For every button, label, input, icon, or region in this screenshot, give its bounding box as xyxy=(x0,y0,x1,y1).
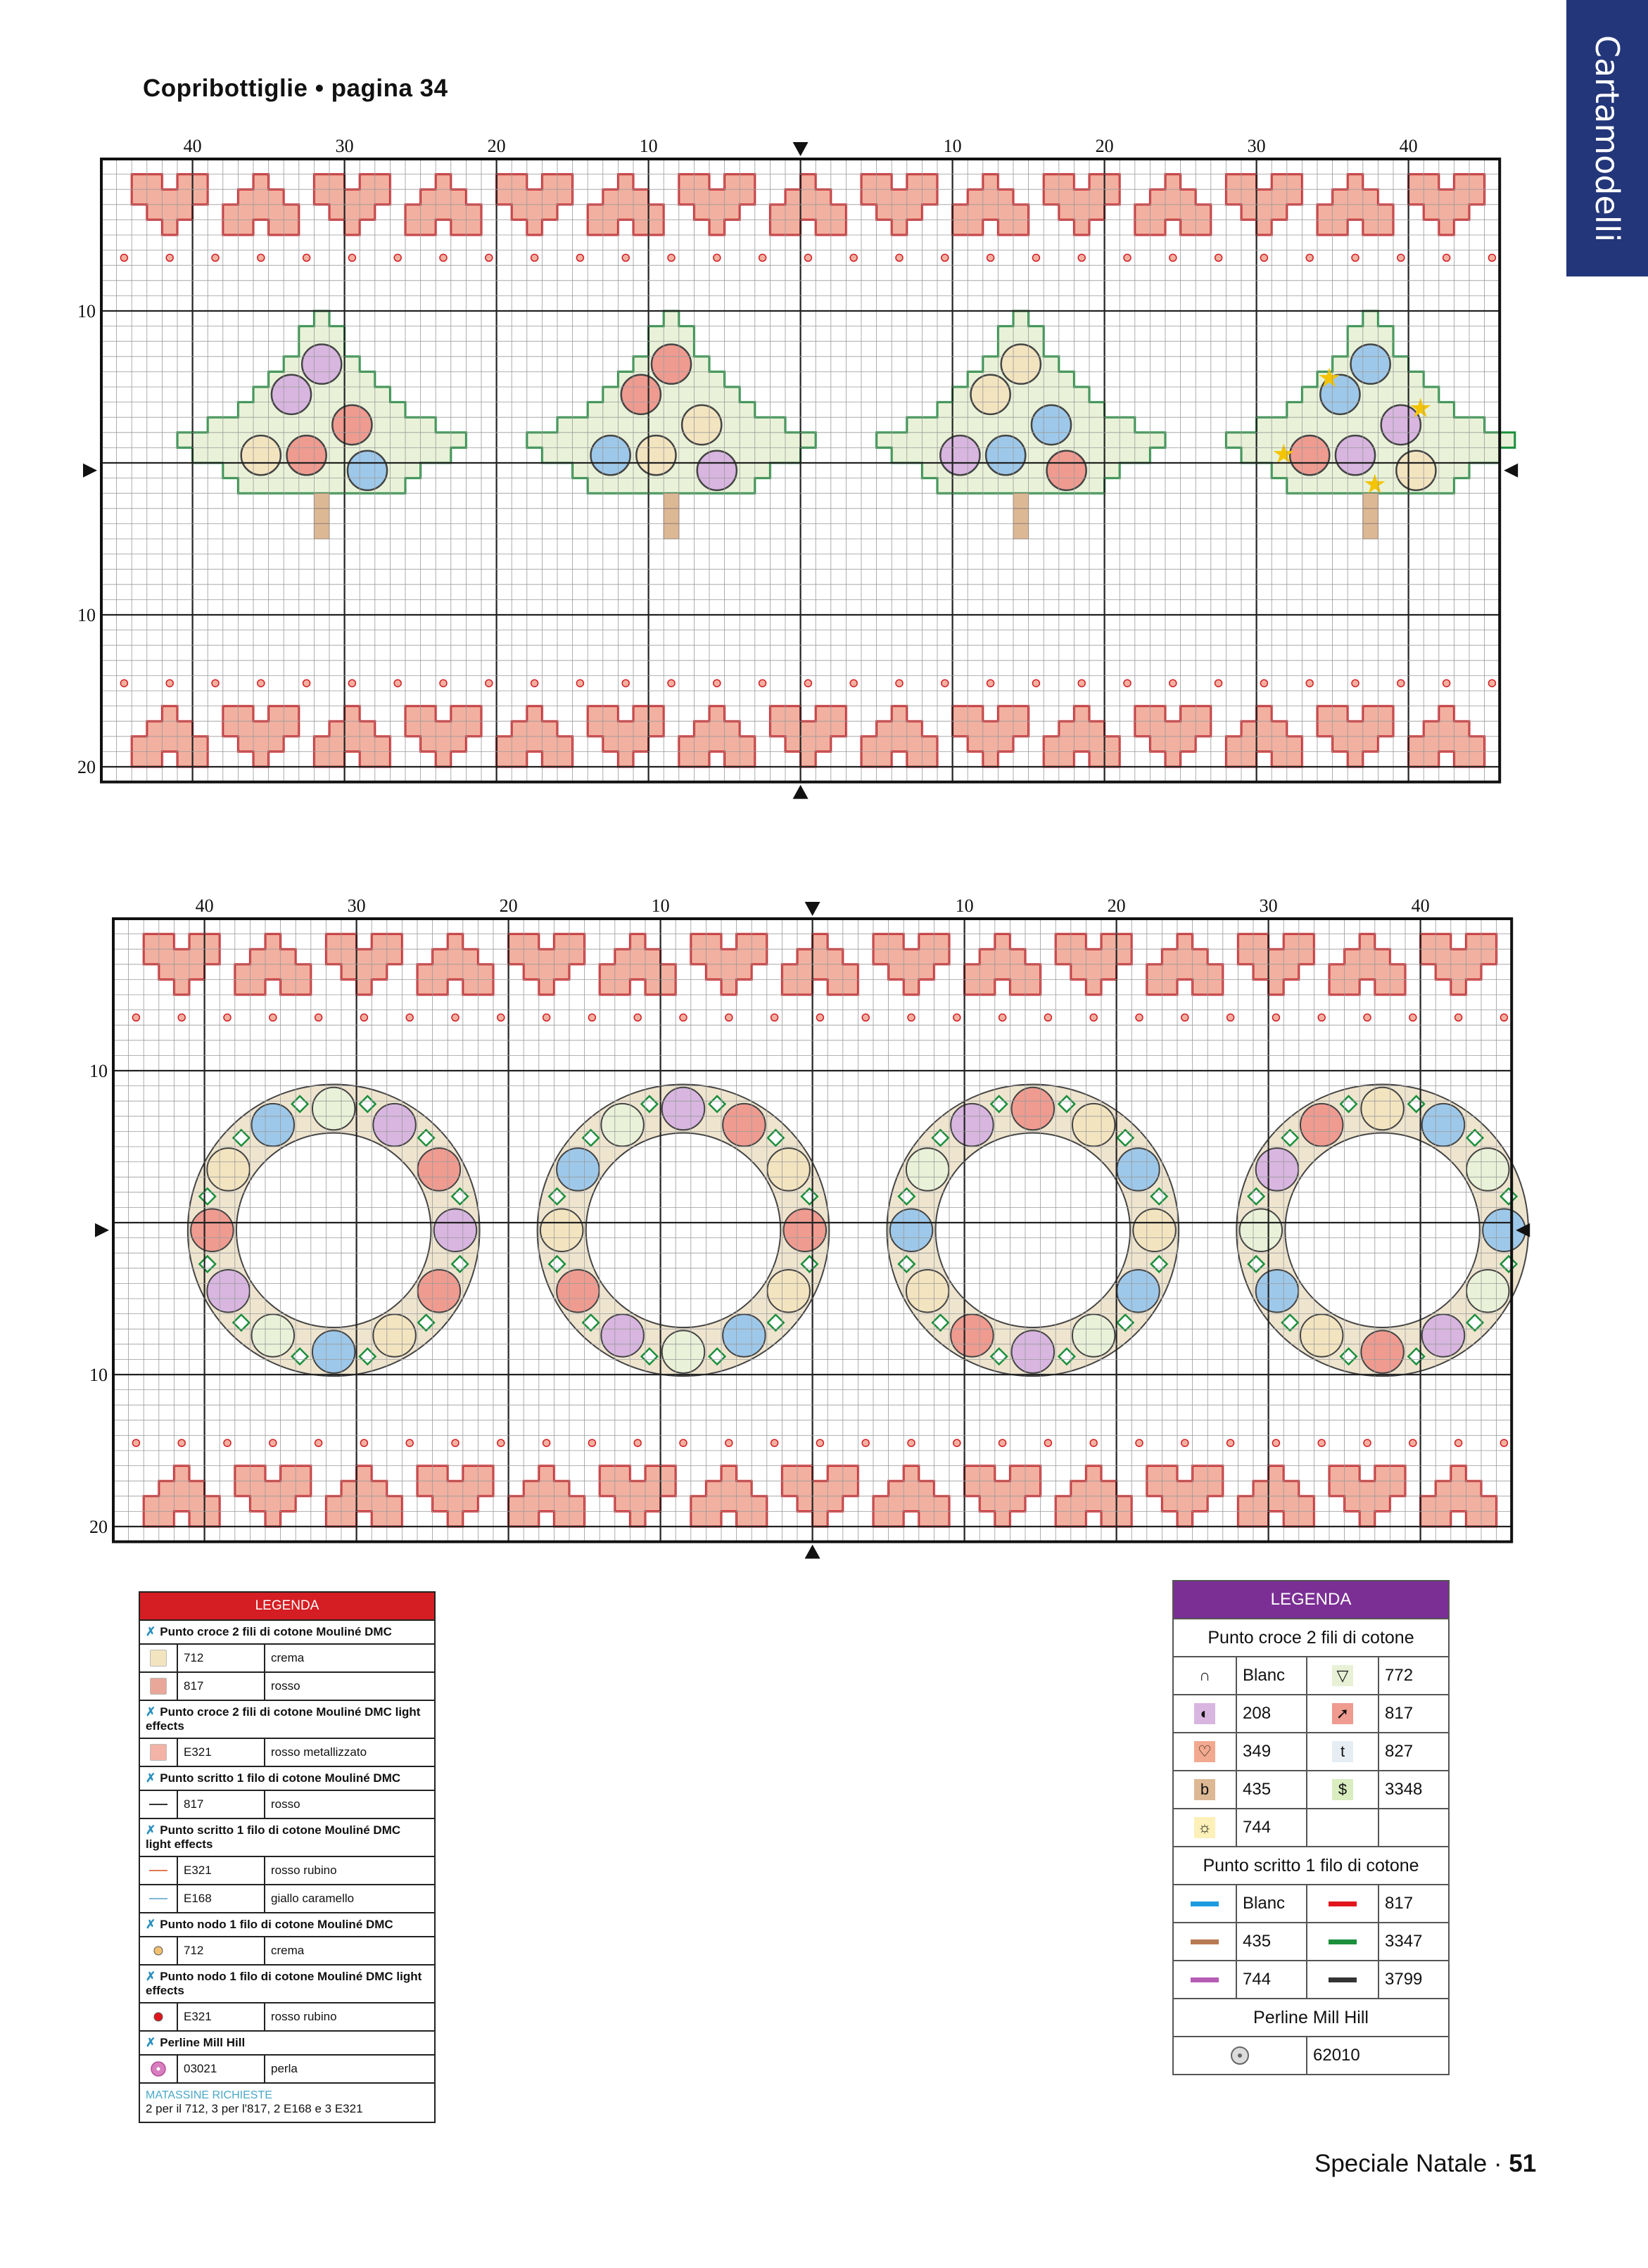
thread-name: rosso xyxy=(271,1679,300,1693)
cross-icon: ✗ xyxy=(146,1625,156,1638)
legend-dmc-section xyxy=(140,1619,434,1643)
symbol-code: 827 xyxy=(1385,1742,1414,1761)
legend-colors-header: LEGENDA xyxy=(1174,1581,1448,1618)
legend-dmc-section xyxy=(140,1818,434,1856)
legend-cross-row xyxy=(1174,1732,1448,1770)
legend-dmc-row xyxy=(140,1856,434,1884)
section-tab-label: Cartamodelli xyxy=(1588,34,1626,242)
thread-name: crema xyxy=(271,1651,305,1664)
legend-beads-title: Perline Mill Hill xyxy=(1174,1998,1448,2036)
legend-dmc-section-title: Punto scritto 1 filo di cotone Mouliné DMC light effects xyxy=(146,1823,401,1851)
cross-icon: ✗ xyxy=(146,1918,156,1931)
thread-code: E321 xyxy=(178,1857,265,1884)
legend-dmc-row xyxy=(140,1643,434,1671)
symbol-code: 208 xyxy=(1237,1695,1307,1732)
line-swatch xyxy=(1307,1885,1379,1922)
column-label: 10 xyxy=(639,136,658,156)
thread-code: 817 xyxy=(178,1673,265,1700)
swatch xyxy=(140,1739,178,1766)
column-label: 40 xyxy=(1411,896,1430,916)
legend-dmc-section xyxy=(140,1700,434,1738)
line-swatch xyxy=(1174,1885,1237,1922)
column-label: 10 xyxy=(651,896,670,916)
column-label: 20 xyxy=(1095,136,1114,156)
page-title: Copribottiglie • pagina 34 xyxy=(143,75,448,102)
chart-wreaths xyxy=(87,893,1536,1562)
cross-icon: ✗ xyxy=(146,1705,156,1719)
legend-dmc xyxy=(139,1591,436,2123)
swatch xyxy=(140,1885,178,1912)
symbol-code: 744 xyxy=(1237,1809,1307,1846)
line-swatch xyxy=(1307,1923,1379,1960)
svg-text:★: ★ xyxy=(1272,440,1296,469)
row-label: 20 xyxy=(89,1517,108,1537)
legend-cross-title: Punto croce 2 fili di cotone xyxy=(1174,1618,1448,1656)
symbol-swatch: ▽ xyxy=(1307,1657,1379,1694)
symbol-code: Blanc xyxy=(1237,1657,1307,1694)
legend-dmc-header: LEGENDA xyxy=(140,1593,434,1619)
cross-icon: ✗ xyxy=(146,1970,156,1983)
symbol-swatch: ☼ xyxy=(1174,1809,1237,1846)
line-swatch xyxy=(1307,1961,1379,1998)
column-label: 40 xyxy=(195,896,214,916)
row-label: 10 xyxy=(77,301,96,321)
row-label: 10 xyxy=(89,1365,108,1385)
symbol-code xyxy=(1379,1809,1448,1846)
legend-dmc-row xyxy=(140,1884,434,1912)
column-label: 20 xyxy=(499,896,518,916)
legend-dmc-section-title: Punto croce 2 fili di cotone Mouliné DMC xyxy=(160,1625,392,1638)
symbol-code: 349 xyxy=(1237,1733,1307,1770)
legend-dmc-row xyxy=(140,1936,434,1964)
cross-icon: ✗ xyxy=(146,1771,156,1785)
cross-icon: ✗ xyxy=(146,2036,156,2049)
swatch xyxy=(140,1791,178,1818)
symbol-swatch: ∩ xyxy=(1174,1657,1237,1694)
column-label: 10 xyxy=(943,136,962,156)
thread-name: perla xyxy=(271,2062,298,2075)
legend-dmc-section xyxy=(140,1964,434,2002)
legend-colors xyxy=(1172,1580,1450,2075)
thread-name: rosso xyxy=(271,1797,300,1811)
legend-cross-row xyxy=(1174,1656,1448,1694)
thread-code: E168 xyxy=(178,1885,265,1912)
swatch xyxy=(140,2056,178,2082)
center-marker-top xyxy=(805,902,820,916)
legend-cross-row xyxy=(1174,1694,1448,1732)
center-marker-left xyxy=(83,464,97,478)
thread-code: 712 xyxy=(178,1645,265,1671)
legend-cross-row xyxy=(1174,1770,1448,1808)
column-label: 30 xyxy=(1259,896,1278,916)
column-label: 30 xyxy=(1247,136,1266,156)
symbol-swatch: t xyxy=(1307,1733,1379,1770)
swatch xyxy=(140,1937,178,1964)
legend-dmc-row xyxy=(140,1671,434,1700)
thread-code: E321 xyxy=(178,1739,265,1766)
legend-dmc-footer xyxy=(140,2082,434,2122)
legend-back-row xyxy=(1174,1884,1448,1922)
page-footer xyxy=(1314,2150,1536,2178)
legend-dmc-section-title: Punto nodo 1 filo di cotone Mouliné DMC light effects xyxy=(146,1970,422,1997)
page-number: 51 xyxy=(1509,2150,1537,2177)
symbol-swatch: ➚ xyxy=(1307,1695,1379,1732)
line-code: 3799 xyxy=(1385,1970,1423,1989)
legend-dmc-section xyxy=(140,2030,434,2054)
swatch xyxy=(140,2003,178,2030)
line-swatch xyxy=(1174,1961,1237,1998)
legend-back-row xyxy=(1174,1922,1448,1960)
column-label: 10 xyxy=(955,896,974,916)
swatch xyxy=(140,1857,178,1884)
legend-dmc-row xyxy=(140,2054,434,2082)
thread-name: giallo caramello xyxy=(271,1892,355,1905)
footer-separator: · xyxy=(1493,2150,1502,2177)
center-marker-right xyxy=(1504,464,1518,478)
legend-dmc-row xyxy=(140,1790,434,1818)
symbol-code: 772 xyxy=(1385,1666,1414,1685)
legend-bead-row xyxy=(1174,2036,1448,2074)
symbol-swatch: $ xyxy=(1307,1771,1379,1808)
thread-name: rosso rubino xyxy=(271,1864,337,1877)
line-code: Blanc xyxy=(1237,1885,1307,1922)
center-marker-bottom xyxy=(805,1545,820,1559)
svg-text:★: ★ xyxy=(1317,364,1342,393)
line-swatch xyxy=(1174,1923,1237,1960)
thread-code: 712 xyxy=(178,1937,265,1964)
skeins-title: MATASSINE RICHIESTE xyxy=(146,2089,272,2101)
swatch xyxy=(140,1645,178,1671)
line-code: 744 xyxy=(1237,1961,1307,1998)
symbol-swatch xyxy=(1307,1809,1379,1846)
svg-text:★: ★ xyxy=(1362,470,1387,500)
thread-code: 817 xyxy=(178,1791,265,1818)
legend-dmc-section-title: Punto croce 2 fili di cotone Mouliné DMC light effects xyxy=(146,1705,421,1733)
legend-dmc-section xyxy=(140,1766,434,1790)
legend-dmc-section-title: Perline Mill Hill xyxy=(160,2036,246,2049)
cross-icon: ✗ xyxy=(146,1823,156,1837)
legend-back-title: Punto scritto 1 filo di cotone xyxy=(1174,1846,1448,1884)
svg-text:★: ★ xyxy=(1408,394,1433,424)
symbol-swatch: ◐ xyxy=(1174,1695,1237,1732)
bead-icon xyxy=(1174,2037,1307,2074)
section-tab xyxy=(1566,0,1648,276)
skeins-text: 2 per il 712, 3 per l'817, 2 E168 e 3 E321 xyxy=(146,2102,363,2115)
symbol-swatch: b xyxy=(1174,1771,1237,1808)
legend-dmc-section xyxy=(140,1912,434,1936)
column-label: 30 xyxy=(347,896,366,916)
center-marker-bottom xyxy=(793,785,809,799)
row-label: 20 xyxy=(77,757,96,777)
swatch xyxy=(140,1673,178,1700)
line-code: 817 xyxy=(1385,1894,1414,1913)
center-marker-left xyxy=(95,1223,109,1237)
thread-name: rosso metallizzato xyxy=(271,1745,367,1759)
legend-dmc-section-title: Punto scritto 1 filo di cotone Mouliné DMC xyxy=(160,1771,401,1785)
symbol-code: 3348 xyxy=(1385,1780,1423,1799)
symbol-code: 817 xyxy=(1385,1704,1414,1723)
symbol-code: 435 xyxy=(1237,1771,1307,1808)
center-marker-top xyxy=(793,142,809,156)
chart-trees xyxy=(75,134,1524,802)
line-code: 435 xyxy=(1237,1923,1307,1960)
thread-name: crema xyxy=(271,1944,305,1957)
legend-dmc-section-title: Punto nodo 1 filo di cotone Mouliné DMC xyxy=(160,1918,393,1931)
legend-back-row xyxy=(1174,1960,1448,1998)
bead-code: 62010 xyxy=(1313,2046,1360,2065)
thread-name: rosso rubino xyxy=(271,2010,337,2023)
legend-dmc-row xyxy=(140,1738,434,1766)
column-label: 40 xyxy=(1399,136,1418,156)
footer-magazine: Speciale Natale xyxy=(1314,2150,1488,2177)
symbol-swatch: ♡ xyxy=(1174,1733,1237,1770)
column-label: 20 xyxy=(487,136,506,156)
row-label: 10 xyxy=(89,1061,108,1081)
thread-code: E321 xyxy=(178,2003,265,2030)
legend-dmc-row xyxy=(140,2002,434,2030)
column-label: 30 xyxy=(335,136,354,156)
thread-code: 03021 xyxy=(178,2056,265,2082)
column-label: 20 xyxy=(1107,896,1126,916)
column-label: 40 xyxy=(183,136,202,156)
row-label: 10 xyxy=(77,605,96,625)
line-code: 3347 xyxy=(1385,1932,1423,1951)
legend-cross-row xyxy=(1174,1808,1448,1846)
